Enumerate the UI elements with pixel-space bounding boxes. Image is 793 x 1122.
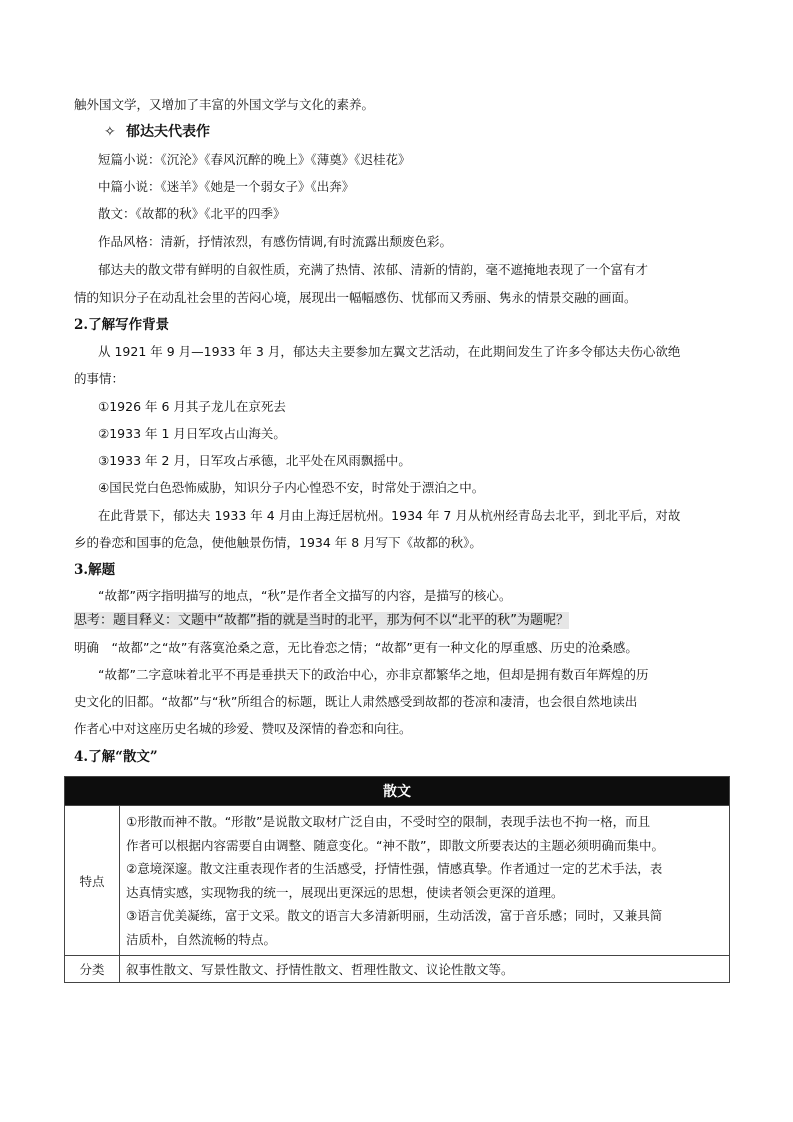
background-line-4: 乡的眷恋和国事的危急，使他触景伤情，1934 年 8 月写下《故都的秋》。	[74, 535, 482, 550]
think-question-text: 思考：题目释义：文题中“故都”指的就是当时的北平，那为何不以“北平的秋”为题呢？	[74, 613, 569, 628]
summary-line-2: 情的知识分子在动乱社会里的苦闷心境，展现出一幅幅感伤、忧郁而又秀丽、隽永的情景交融的画面。	[74, 290, 637, 305]
feature-line: ①形散而神不散。“形散”是说散文取材广泛自由，不受时空的限制，表现手法也不拘一格，而且	[126, 814, 651, 829]
feature-line: 作者可以根据内容需要自由调整、随意变化。“神不散”，即散文所要表达的主题必须明确而集中。	[126, 837, 664, 853]
short-novels-text: 短篇小说：《沉沦》《春风沉醉的晚上》《薄奠》《迟桂花》	[98, 152, 411, 167]
prose-table	[64, 776, 730, 983]
diamond-icon: ✧	[104, 124, 116, 140]
feature-line: ②意境深邃。散文注重表现作者的生活感受，抒情性强，情感真挚。作者通过一定的艺术手法，表	[126, 861, 663, 876]
section-4-heading: 4.了解“散文”	[74, 749, 158, 765]
background-item: ②1933 年 1 月日军攻占山海关。	[98, 426, 286, 441]
works-heading	[104, 122, 727, 142]
works-title: 郁达夫代表作	[126, 124, 210, 140]
answer-line-4: 作者心中对这座历史名城的珍爱、赞叹及深情的眷恋和向往。	[74, 721, 412, 736]
feature-line: 洁质朴，自然流畅的特点。	[126, 931, 277, 947]
section-3-heading: 3.解题	[74, 562, 116, 578]
answer-line-1: 明确 “故都”之“故”有落寞沧桑之意，无比眷恋之情；“故都”更有一种文化的厚重感、历史的沧桑感。	[74, 640, 638, 655]
background-line-2: 的事情：	[74, 371, 125, 386]
background-item: ①1926 年 6 月其子龙儿在京死去	[98, 399, 286, 414]
style-text: 作品风格：清新，抒情浓烈，有感伤情调,有时流露出颓废色彩。	[98, 234, 452, 249]
category-label: 分类	[65, 956, 120, 983]
background-item: ③1933 年 2 月，日军攻占承德，北平处在风雨飘摇中。	[98, 453, 411, 468]
title-meaning-text: “故都”两字指明描写的地点，“秋”是作者全文描写的内容，是描写的核心。	[98, 588, 512, 603]
background-item: ④国民党白色恐怖威胁，知识分子内心惶恐不安，时常处于漂泊之中。	[98, 480, 485, 495]
answer-line-3: 史文化的旧都。“故都”与“秋”所组合的标题，既让人肃然感受到故都的苍凉和凄清，也会很自然地读出	[74, 694, 638, 709]
think-question	[74, 611, 727, 631]
background-line-1: 从 1921 年 9 月—1933 年 3 月，郁达夫主要参加左翼文艺活动，在此期间发生了许多令郁达夫伤心欲绝	[98, 344, 681, 359]
category-text: 叙事性散文、写景性散文、抒情性散文、哲理性散文、议论性散文等。	[120, 956, 730, 983]
answer-line-2: “故都”二字意味着北平不再是垂拱天下的政治中心，亦非京都繁华之地，但却是拥有数百年辉煌的历	[98, 667, 649, 682]
summary-line-1: 郁达夫的散文带有鲜明的自叙性质，充满了热情、浓郁、清新的情韵，毫不遮掩地表现了一个富有才	[98, 262, 649, 277]
background-line-3: 在此背景下，郁达夫 1933 年 4 月由上海迁居杭州。1934 年 7 月从杭州经青岛去北平，到北平后，对故	[98, 508, 681, 523]
table-header: 散文	[65, 777, 730, 806]
feature-line: 达真情实感，实现物我的统一，展现出更深远的思想，使读者领会更深的道理。	[126, 884, 564, 900]
medium-novels-text: 中篇小说：《迷羊》《她是一个弱女子》《出奔》	[98, 179, 355, 194]
feature-line: ③语言优美凝练，富于文采。散文的语言大多清新明丽，生动活泼，富于音乐感；同时，又兼具简	[126, 908, 663, 923]
intro-tail-text: 触外国文学，又增加了丰富的外国文学与文化的素养。	[74, 97, 375, 112]
feature-cell	[120, 806, 730, 956]
feature-label: 特点	[65, 806, 120, 956]
essays-text: 散文：《故都的秋》《北平的四季》	[98, 206, 286, 221]
section-2-heading: 2.了解写作背景	[74, 317, 170, 333]
